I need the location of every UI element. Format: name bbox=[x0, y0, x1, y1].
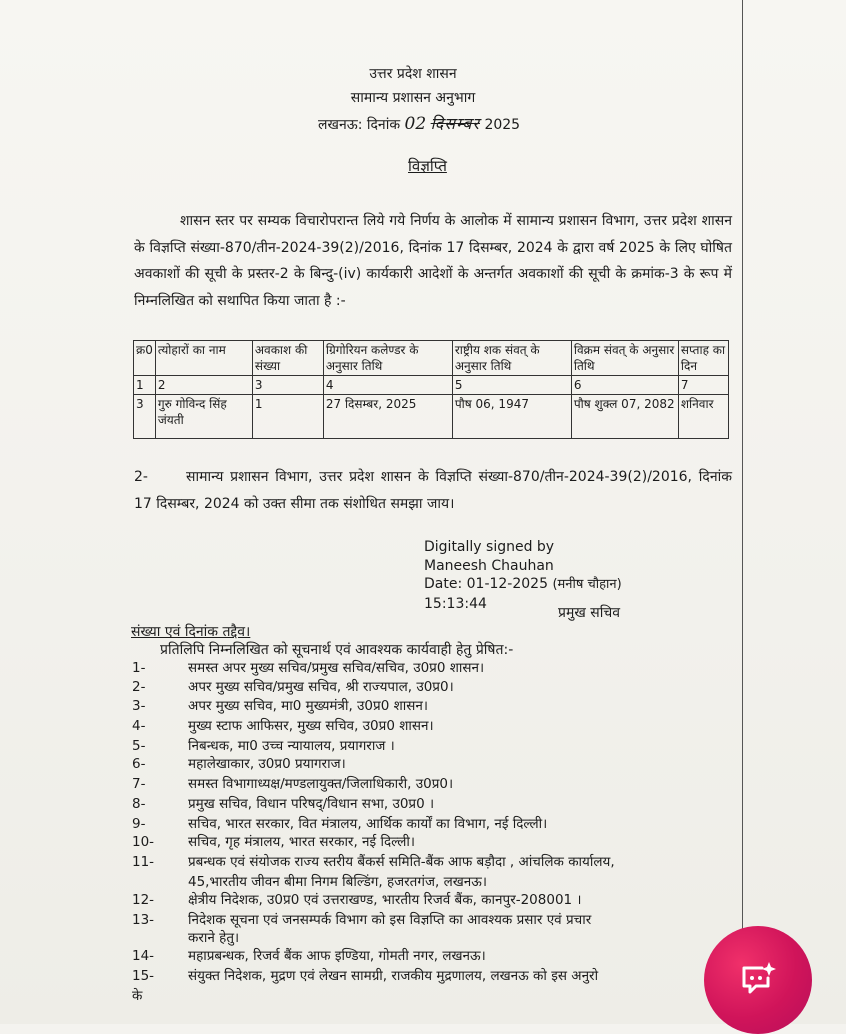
table-cell: गुरु गोविन्द सिंह जंयती bbox=[155, 395, 252, 439]
list-item: 15- संयुक्त निदेशक, मुद्रण एवं लेखन सामग्री, राजकीय मुद्रणालय, लखनऊ को इस अनुरो bbox=[132, 968, 599, 984]
table-cell: शनिवार bbox=[678, 395, 728, 439]
list-item: 14- महाप्रबन्धक, रिजर्व बैंक आफ इण्डिया, गोमती नगर, लखनऊ। bbox=[132, 948, 486, 964]
list-item: 11- प्रबन्धक एवं संयोजक राज्य स्तरीय बैंकर्स समिति-बैंक आफ बड़ौदा , आंचलिक कार्यालय, bbox=[132, 854, 615, 870]
list-item: 3- अपर मुख्य सचिव, मा0 मुख्यमंत्री, उ0प्र0 शासन। bbox=[132, 698, 428, 714]
ai-assistant-button[interactable] bbox=[704, 926, 812, 1034]
list-item: 12- क्षेत्रीय निदेशक, उ0प्र0 एवं उत्तराखण्ड, भारतीय रिजर्व बैंक, कानपुर-208001 । bbox=[132, 892, 582, 908]
table-cell: पौष 06, 1947 bbox=[452, 395, 571, 439]
table-cell: 3 bbox=[134, 395, 156, 439]
date-month: दिसम्बर bbox=[430, 114, 480, 133]
table-number-row bbox=[134, 376, 729, 395]
table-cell: 2 bbox=[155, 376, 252, 395]
table-header-cell: सप्ताह का दिन bbox=[678, 341, 728, 376]
paragraph-2-number: 2- bbox=[134, 469, 148, 485]
paragraph-1 bbox=[134, 208, 732, 314]
table-header-cell: विक्रम संवत् के अनुसार तिथि bbox=[571, 341, 678, 376]
table-cell: 7 bbox=[678, 376, 728, 395]
table-header-cell: अवकाश की संख्या bbox=[252, 341, 323, 376]
list-item: 5- निबन्धक, मा0 उच्च न्यायालय, प्रयागराज । bbox=[132, 738, 395, 754]
date-year: 2025 bbox=[484, 117, 521, 133]
signature-date: Date: 01-12-2025 bbox=[424, 576, 548, 592]
page-edge-line bbox=[742, 0, 743, 1024]
table-header-cell: ग्रिगोरियन कलेण्डर के अनुसार तिथि bbox=[323, 341, 452, 376]
list-item: 10- सचिव, गृह मंत्रालय, भारत सरकार, नई दिल्ली। bbox=[132, 834, 415, 850]
date-day: 02 bbox=[404, 114, 427, 134]
paragraph-2-text: सामान्य प्रशासन विभाग, उत्तर प्रदेश शासन के विज्ञप्ति संख्या-870/तीन-2024-39(2)/2016, दिनांक 17 दिसम्बर, 2024 को उक्त सीमा तक संशोधित समझा जाय। bbox=[134, 469, 732, 512]
table-row bbox=[134, 395, 729, 439]
signature-time: 15:13:44 bbox=[424, 595, 487, 612]
table-cell: 3 bbox=[252, 376, 323, 395]
list-item: 2- अपर मुख्य सचिव/प्रमुख सचिव, श्री राज्यपाल, उ0प्र0। bbox=[132, 679, 454, 695]
signatory-name-hindi: (मनीष चौहान) bbox=[552, 577, 622, 592]
signatory-designation: प्रमुख सचिव bbox=[558, 605, 621, 621]
sparkle-chat-icon bbox=[736, 958, 780, 1002]
table-header-row bbox=[134, 341, 729, 376]
table-header-cell: राष्ट्रीय शक संवत् के अनुसार तिथि bbox=[452, 341, 571, 376]
table-cell: 27 दिसम्बर, 2025 bbox=[323, 395, 452, 439]
list-item: 13- निदेशक सूचना एवं जनसम्पर्क विभाग को इस विज्ञप्ति का आवश्यक प्रसार एवं प्रचार bbox=[132, 912, 592, 928]
table-header-cell: क्र0 bbox=[134, 341, 156, 376]
list-item: 1- समस्त अपर मुख्य सचिव/प्रमुख सचिव/सचिव, उ0प्र0 शासन। bbox=[132, 660, 485, 676]
digital-signature bbox=[424, 538, 622, 613]
list-item: 8- प्रमुख सचिव, विधान परिषद्/विधान सभा, उ0प्र0 । bbox=[132, 796, 435, 812]
list-item: 7- समस्त विभागाध्यक्ष/मण्डलायुक्त/जिलाधिकारी, उ0प्र0। bbox=[132, 776, 454, 792]
list-item: 6- महालेखाकार, उ0प्र0 प्रयागराज। bbox=[132, 756, 346, 772]
list-item-continuation: 45,भारतीय जीवन बीमा निगम बिल्डिंग, हजरतगंज, लखनऊ। bbox=[188, 874, 487, 890]
table-cell: पौष शुक्ल 07, 2082 bbox=[571, 395, 678, 439]
signature-line-1: Digitally signed by bbox=[424, 539, 555, 555]
list-item: 4- मुख्य स्टाफ आफिसर, मुख्य सचिव, उ0प्र0 शासन। bbox=[132, 718, 434, 734]
header-government: उत्तर प्रदेश शासन bbox=[369, 66, 457, 82]
table-cell: 5 bbox=[452, 376, 571, 395]
signature-line-2: Maneesh Chauhan bbox=[424, 557, 554, 574]
list-item-continuation: कराने हेतु। bbox=[188, 930, 240, 946]
table-cell: 1 bbox=[134, 376, 156, 395]
holiday-table bbox=[133, 340, 729, 439]
date-prefix: लखनऊ: दिनांक bbox=[318, 117, 401, 133]
paragraph-1-text: शासन स्तर पर सम्यक विचारोपरान्त लिये गये निर्णय के आलोक में सामान्य प्रशासन विभाग, उत्तर प्रदेश शासन के विज्ञप्ति संख्या-870/तीन-2024-39(2)/2016, दिनांक 17 दिसम्बर, 2024 के द्वारा वर्ष 2025 के लिए घोषित अवकाशों की सूची के प्रस्तर-2 के बिन्दु-(iv) कार्यकारी आदेशों के अन्तर्गत अवकाशों की सूची के क्रमांक-3 के रूप में निम्नलिखित को सथापित किया जाता है :- bbox=[134, 213, 732, 309]
table-header-cell: त्योहारों का नाम bbox=[155, 341, 252, 376]
reference-line: संख्या एवं दिनांक तद्दैव। bbox=[131, 624, 251, 640]
list-item: 9- सचिव, भारत सरकार, वित मंत्रालय, आर्थिक कार्यों का विभाग, नई दिल्ली। bbox=[132, 816, 548, 832]
paragraph-2 bbox=[134, 464, 732, 518]
notice-title: विज्ञप्ति bbox=[408, 157, 447, 175]
list-item-continuation: के bbox=[132, 988, 143, 1004]
copy-to-line: प्रतिलिपि निम्नलिखित को सूचनार्थ एवं आवश्यक कार्यवाही हेतु प्रेषित:- bbox=[160, 642, 514, 658]
date-line bbox=[318, 112, 520, 134]
table-cell: 6 bbox=[571, 376, 678, 395]
table-cell: 4 bbox=[323, 376, 452, 395]
table-cell: 1 bbox=[252, 395, 323, 439]
header-department: सामान्य प्रशासन अनुभाग bbox=[350, 90, 476, 106]
